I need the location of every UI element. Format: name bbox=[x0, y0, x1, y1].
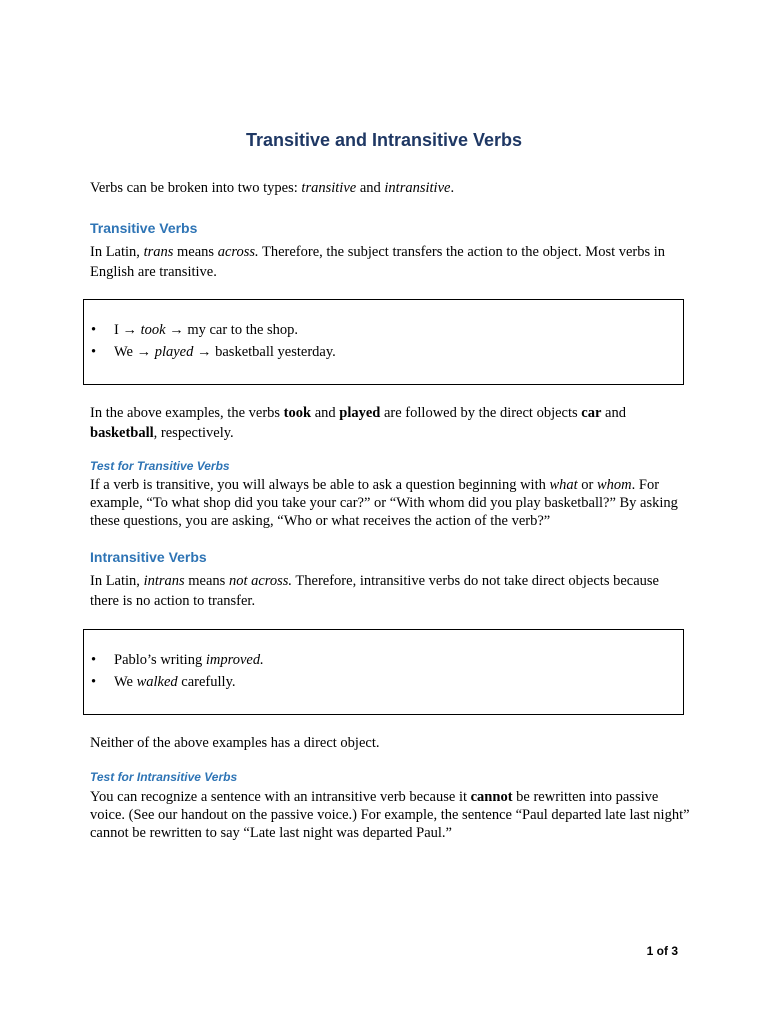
text: In Latin, bbox=[90, 244, 144, 260]
text-italic: walked bbox=[136, 674, 178, 690]
text-italic: not across. bbox=[228, 573, 293, 589]
text-italic: intrans bbox=[143, 573, 185, 589]
text: means bbox=[184, 573, 229, 589]
subheading-test-intransitive: Test for Intransitive Verbs bbox=[90, 770, 238, 784]
text: and bbox=[601, 405, 626, 421]
transitive-definition bbox=[90, 242, 690, 282]
text-italic: improved. bbox=[205, 652, 264, 668]
text: Therefore, intransitive verbs do not take direct objects because there is no action to transfer. bbox=[90, 573, 659, 609]
section-heading-intransitive: Intransitive Verbs bbox=[90, 549, 207, 565]
list-item bbox=[84, 649, 683, 671]
text-italic: whom bbox=[597, 477, 632, 493]
intro-paragraph bbox=[90, 178, 690, 198]
text-italic: trans bbox=[143, 244, 174, 260]
text-italic: transitive bbox=[301, 180, 357, 196]
bullet-icon: • bbox=[91, 322, 97, 338]
text-bold: took bbox=[283, 405, 312, 421]
transitive-explanation bbox=[90, 403, 690, 443]
text: Verbs can be broken into two types: bbox=[90, 180, 302, 196]
bullet-icon: • bbox=[91, 674, 97, 690]
text-bold: played bbox=[339, 405, 381, 421]
text: Therefore, the subject transfers the action to the object. Most verbs in English are transitive. bbox=[90, 244, 666, 280]
text: . For example, “To what shop did you take your car?” or “With whom did you play basketball?” By asking these questions, you are asking, “Who or what receives the action of the verb?” bbox=[90, 477, 678, 529]
text: are followed by the direct objects bbox=[380, 405, 582, 421]
intransitive-test-paragraph bbox=[90, 788, 690, 842]
example-list bbox=[84, 319, 683, 363]
bullet-icon: • bbox=[91, 652, 97, 668]
text-bold: car bbox=[581, 405, 602, 421]
transitive-test-paragraph bbox=[90, 476, 690, 530]
text: In the above examples, the verbs bbox=[90, 405, 284, 421]
transitive-examples-box bbox=[83, 299, 684, 385]
text-italic: across. bbox=[217, 244, 259, 260]
text: We bbox=[114, 674, 137, 690]
text-italic: took bbox=[140, 322, 166, 338]
text: and bbox=[311, 405, 340, 421]
page-title: Transitive and Intransitive Verbs bbox=[245, 130, 523, 150]
intransitive-examples-box bbox=[83, 629, 684, 715]
list-item bbox=[84, 319, 683, 341]
text: . bbox=[450, 180, 455, 196]
text: → my car to the shop. bbox=[165, 322, 299, 338]
text: Pablo’s writing bbox=[114, 652, 206, 668]
text: , respectively. bbox=[153, 425, 234, 441]
list-item bbox=[84, 671, 683, 693]
text-italic: played bbox=[154, 344, 194, 360]
text: means bbox=[173, 244, 218, 260]
intransitive-explanation: Neither of the above examples has a direct object. bbox=[90, 735, 380, 751]
text-italic: what bbox=[549, 477, 578, 493]
text: or bbox=[577, 477, 598, 493]
text-bold: basketball bbox=[90, 425, 154, 441]
bullet-icon: • bbox=[91, 344, 97, 360]
text: → basketball yesterday. bbox=[193, 344, 336, 360]
text: and bbox=[356, 180, 385, 196]
text: We → bbox=[114, 344, 155, 360]
example-list bbox=[84, 649, 683, 693]
intransitive-definition bbox=[90, 571, 690, 611]
subheading-test-transitive: Test for Transitive Verbs bbox=[90, 459, 230, 473]
text: carefully. bbox=[177, 674, 236, 690]
text: If a verb is transitive, you will always be able to ask a question beginning with bbox=[90, 477, 550, 493]
page-number: 1 of 3 bbox=[646, 944, 678, 958]
list-item bbox=[84, 341, 683, 363]
text-italic: intransitive bbox=[384, 180, 451, 196]
text: be rewritten into passive voice. (See our handout on the passive voice.) For example, the sentence “Paul departed late last night” cannot be rewritten to say “Late last night was departed Paul.” bbox=[90, 789, 690, 841]
text: In Latin, bbox=[90, 573, 144, 589]
text: I → bbox=[114, 322, 141, 338]
text: You can recognize a sentence with an intransitive verb because it bbox=[90, 789, 471, 805]
section-heading-transitive: Transitive Verbs bbox=[90, 220, 198, 236]
text-bold: cannot bbox=[470, 789, 513, 805]
